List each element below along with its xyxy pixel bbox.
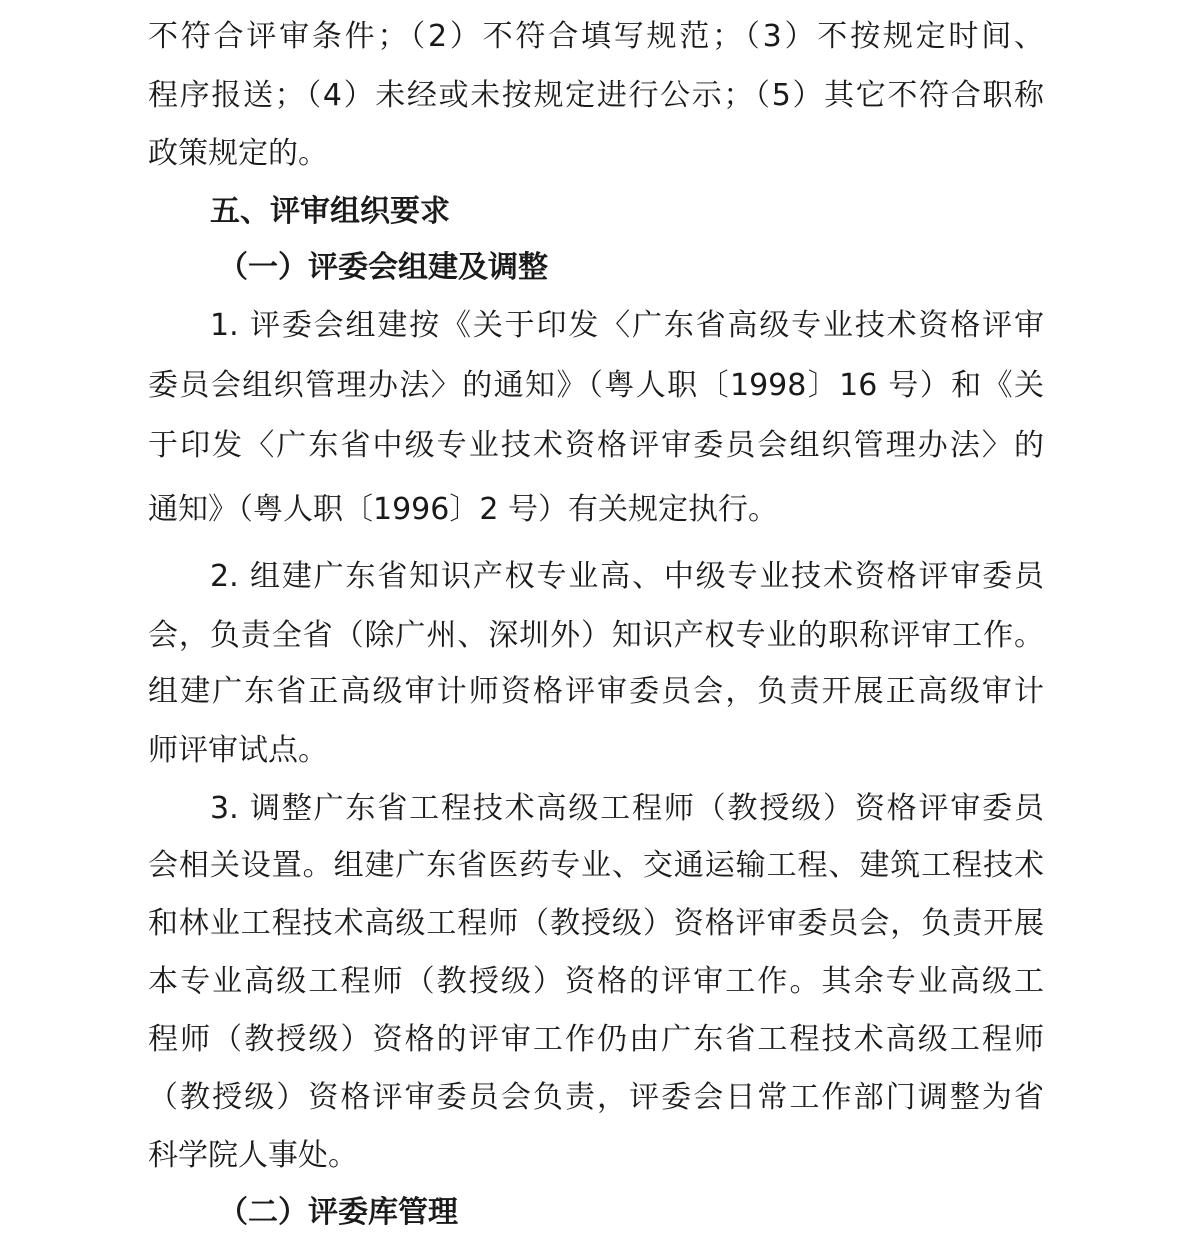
body-text-line: 于印发〈广东省中级专业技术资格评审委员会组织管理办法〉的 — [148, 428, 1044, 463]
body-text-line: 会相关设置。组建广东省医药专业、交通运输工程、建筑工程技术 — [148, 848, 1044, 883]
body-text-line: 程序报送；（4）未经或未按规定进行公示；（5）其它不符合职称 — [148, 78, 1044, 113]
body-text-line: 会，负责全省（除广州、深圳外）知识产权专业的职称评审工作。 — [148, 618, 1044, 653]
body-text-line: 程师（教授级）资格的评审工作仍由广东省工程技术高级工程师 — [148, 1022, 1044, 1057]
subsection-heading: （一）评委会组建及调整 — [218, 250, 548, 285]
subsection-heading: （二）评委库管理 — [218, 1195, 458, 1230]
body-text-line: 通知》（粤人职〔1996〕2 号）有关规定执行。 — [148, 492, 778, 527]
body-text-line: 组建广东省正高级审计师资格评审委员会，负责开展正高级审计 — [148, 674, 1044, 709]
body-text-line: （教授级）资格评审委员会负责，评委会日常工作部门调整为省 — [148, 1080, 1044, 1115]
body-text-line: 3. 调整广东省工程技术高级工程师（教授级）资格评审委员 — [210, 791, 1044, 826]
body-text-line: 师评审试点。 — [148, 733, 328, 768]
body-text-line: 科学院人事处。 — [148, 1138, 358, 1173]
body-text-line: 委员会组织管理办法〉的通知》（粤人职〔1998〕16 号）和《关 — [148, 368, 1044, 403]
body-text-line: 政策规定的。 — [148, 136, 328, 171]
body-text-line: 1. 评委会组建按《关于印发〈广东省高级专业技术资格评审 — [210, 308, 1044, 343]
body-text-line: 本专业高级工程师（教授级）资格的评审工作。其余专业高级工 — [148, 964, 1044, 999]
body-text-line: 和林业工程技术高级工程师（教授级）资格评审委员会，负责开展 — [148, 906, 1044, 941]
body-text-line: 不符合评审条件；（2）不符合填写规范；（3）不按规定时间、 — [148, 19, 1044, 54]
body-text-line: 2. 组建广东省知识产权专业高、中级专业技术资格评审委员 — [210, 559, 1044, 594]
section-heading: 五、评审组织要求 — [210, 194, 450, 229]
